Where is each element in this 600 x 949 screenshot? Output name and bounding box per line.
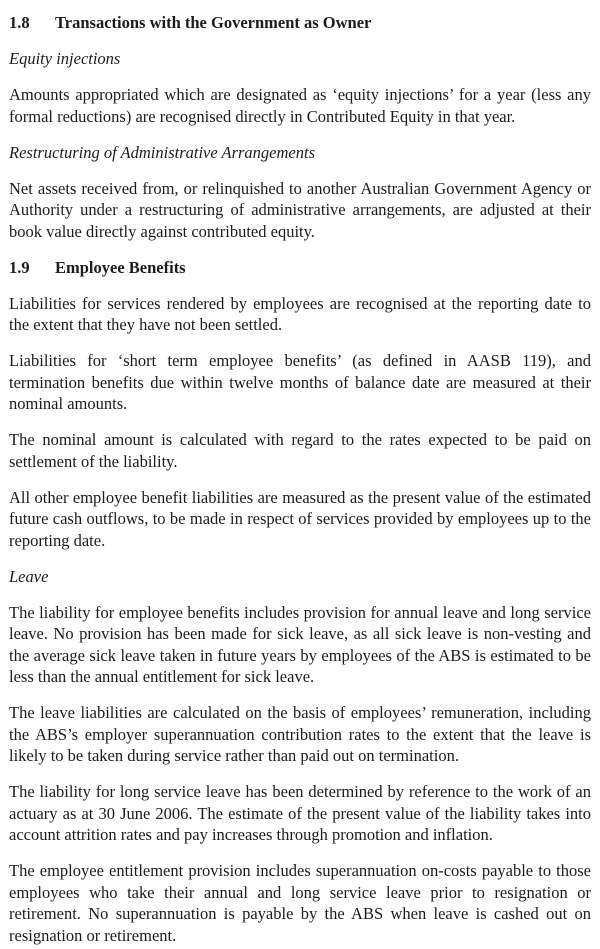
- section-number: 1.9: [9, 257, 30, 277]
- paragraph: All other employee benefit liabilities are measured as the present value of the estimated future cash outflows, to be made in respect of services provided by employees up to the reporting date.: [9, 487, 591, 550]
- section-heading-1-9: [9, 257, 591, 279]
- paragraph: Net assets received from, or relinquished to another Australian Government Agency or Authority under a restructuring of administrative arrangements, are adjusted at their book value directly against contributed equity.: [9, 178, 591, 241]
- paragraph: The liability for long service leave has been determined by reference to the work of an actuary as at 30 June 2006. The estimate of the present value of the liability takes into account attrition rates and pay increases through promotion and inflation.: [9, 782, 591, 844]
- subheading-leave: Leave: [9, 566, 49, 586]
- subheading-restructuring: Restructuring of Administrative Arrangements: [9, 142, 315, 162]
- section-title: Employee Benefits: [55, 257, 186, 277]
- paragraph: Amounts appropriated which are designated as ‘equity injections’ for a year (less any formal reductions) are recognised directly in Contributed Equity in that year.: [9, 85, 591, 126]
- paragraph: Liabilities for ‘short term employee benefits’ (as defined in AASB 119), and termination benefits due within twelve months of balance date are measured at their nominal amounts.: [9, 351, 591, 413]
- section-number: 1.8: [9, 13, 30, 32]
- section-heading-1-8: [9, 12, 591, 34]
- paragraph: The leave liabilities are calculated on the basis of employees’ remuneration, including the ABS’s employer superannuation contribution rates to the extent that the leave is likely to be taken during service rather than paid out on termination.: [9, 703, 591, 765]
- paragraph: The nominal amount is calculated with regard to the rates expected to be paid on settlement of the liability.: [9, 430, 591, 471]
- paragraph: Liabilities for services rendered by employees are recognised at the reporting date to the extent that they have not been settled.: [9, 293, 591, 334]
- paragraph: The employee entitlement provision includes superannuation on-costs payable to those employees who take their annual and long service leave prior to resignation or retirement. No superannuation is payable by the ABS when leave is cashed out on resignation or retirement.: [9, 861, 591, 945]
- subheading-equity-injections: Equity injections: [9, 49, 121, 68]
- paragraph: The liability for employee benefits includes provision for annual leave and long service leave. No provision has been made for sick leave, as all sick leave is non-vesting and the average sick leave taken in future years by employees of the ABS is estimated to be less than the annual entitlement for sick leave.: [9, 602, 591, 686]
- section-title: Transactions with the Government as Owner: [55, 13, 372, 32]
